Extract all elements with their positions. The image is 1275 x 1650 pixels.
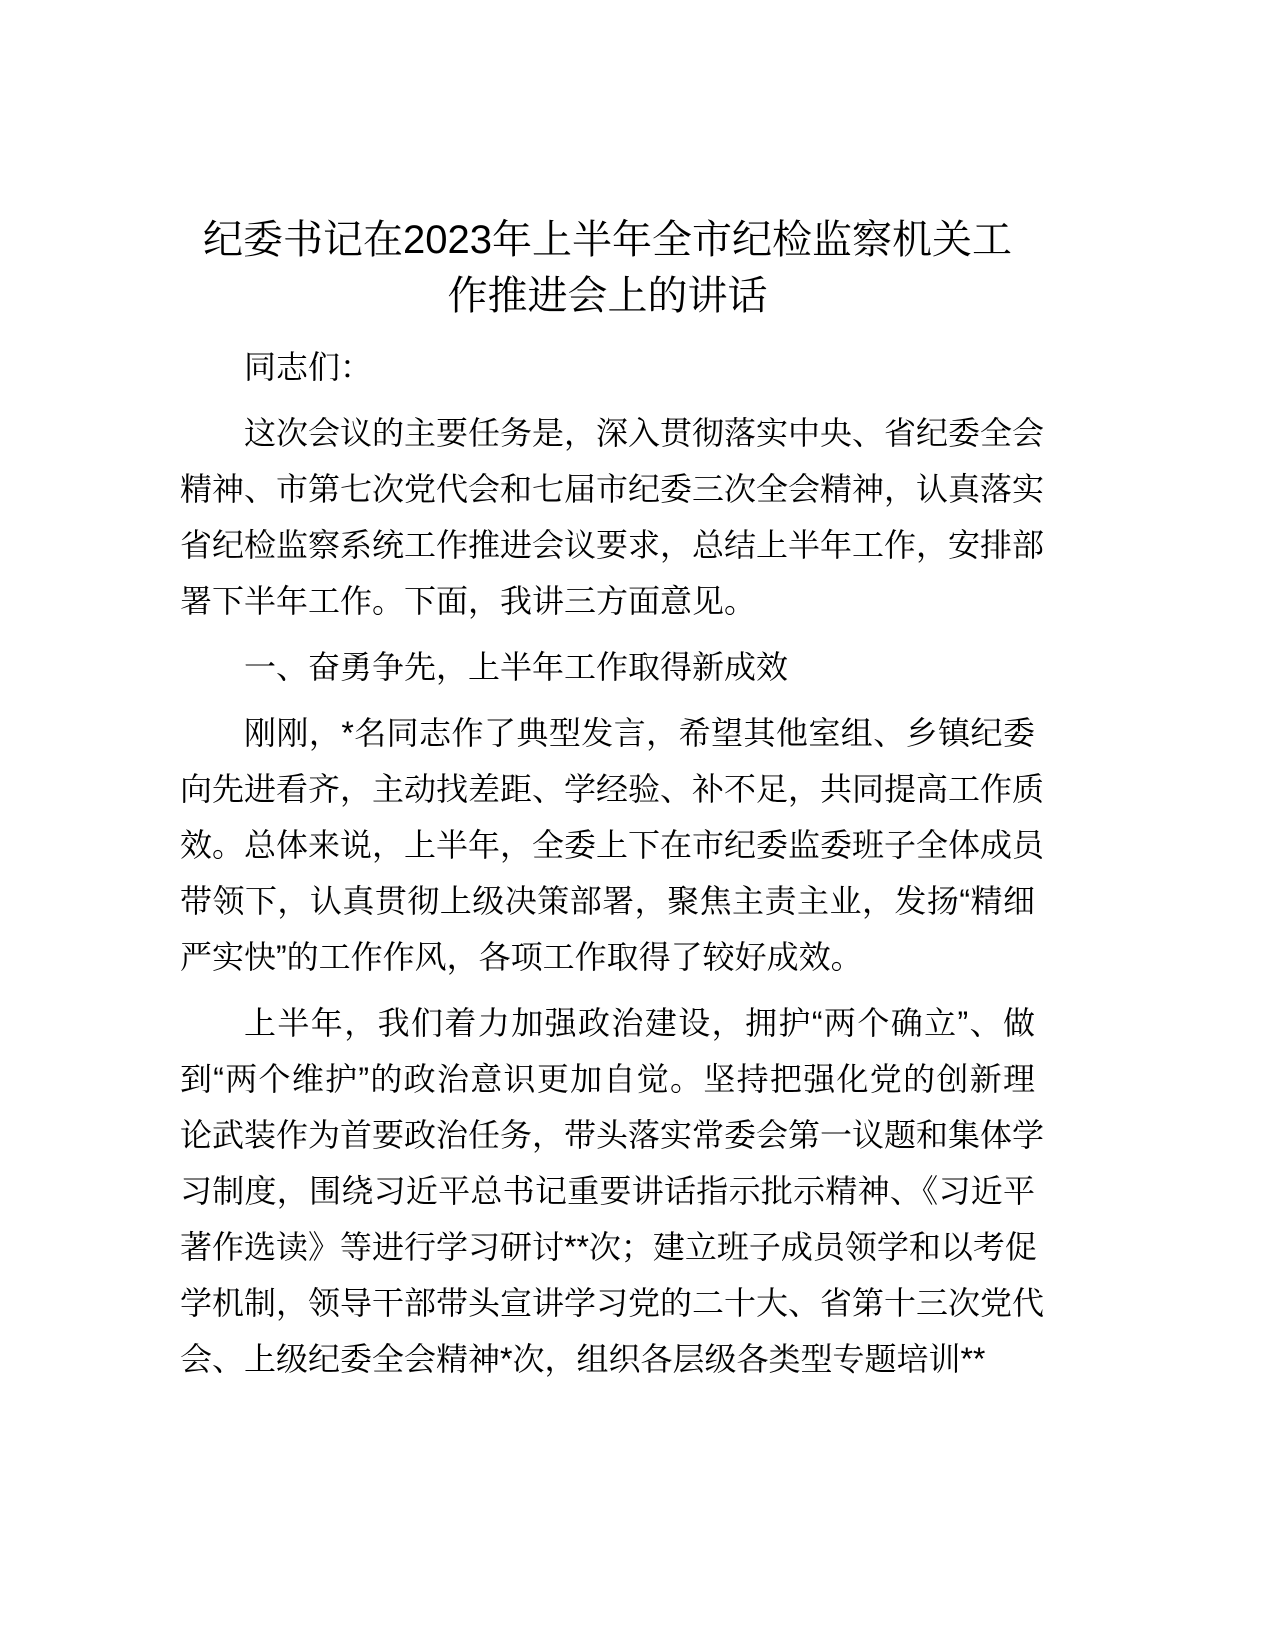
document-title-line-2: 作推进会上的讲话 [447,274,768,318]
paragraph-line: 署下半年工作。下面，我讲三方面意见。 [180,583,757,619]
paragraph-line: 精神、市第七次党代会和七届市纪委三次全会精神，认真落实 [180,471,1045,507]
paragraph-line: 刚刚，*名同志作了典型发言，希望其他室组、乡镇纪委 [244,715,1035,751]
salutation: 同志们： [244,349,373,385]
paragraph-line: 带领下，认真贯彻上级决策部署，聚焦主责主业，发扬“精细 [180,883,1035,919]
paragraph-line: 省纪检监察系统工作推进会议要求，总结上半年工作，安排部 [180,527,1045,563]
paragraph-line: 会、上级纪委全会精神*次，组织各层级各类型专题培训** [180,1341,986,1377]
paragraph-line: 上半年，我们着力加强政治建设，拥护“两个确立”、做 [244,1005,1035,1041]
paragraph-line: 学机制，领导干部带头宣讲学习党的二十大、省第十三次党代 [180,1285,1045,1321]
paragraph-line: 到“两个维护”的政治意识更加自觉。坚持把强化党的创新理 [180,1061,1035,1097]
paragraph-line: 效。总体来说，上半年，全委上下在市纪委监委班子全体成员 [180,827,1045,863]
section-heading: 一、奋勇争先，上半年工作取得新成效 [244,649,789,685]
paragraph-line: 习制度，围绕习近平总书记重要讲话指示批示精神、《习近平 [180,1173,1035,1209]
paragraph-line: 著作选读》等进行学习研讨**次；建立班子成员领学和以考促 [180,1229,1037,1265]
paragraph-line: 论武装作为首要政治任务，带头落实常委会第一议题和集体学 [180,1117,1045,1153]
paragraph-line: 向先进看齐，主动找差距、学经验、补不足，共同提高工作质 [180,771,1045,807]
document-title-line-1: 纪委书记在2023年上半年全市纪检监察机关工 [203,218,1012,262]
paragraph-line: 这次会议的主要任务是，深入贯彻落实中央、省纪委全会 [244,415,1045,451]
paragraph-line: 严实快”的工作作风，各项工作取得了较好成效。 [180,939,863,975]
